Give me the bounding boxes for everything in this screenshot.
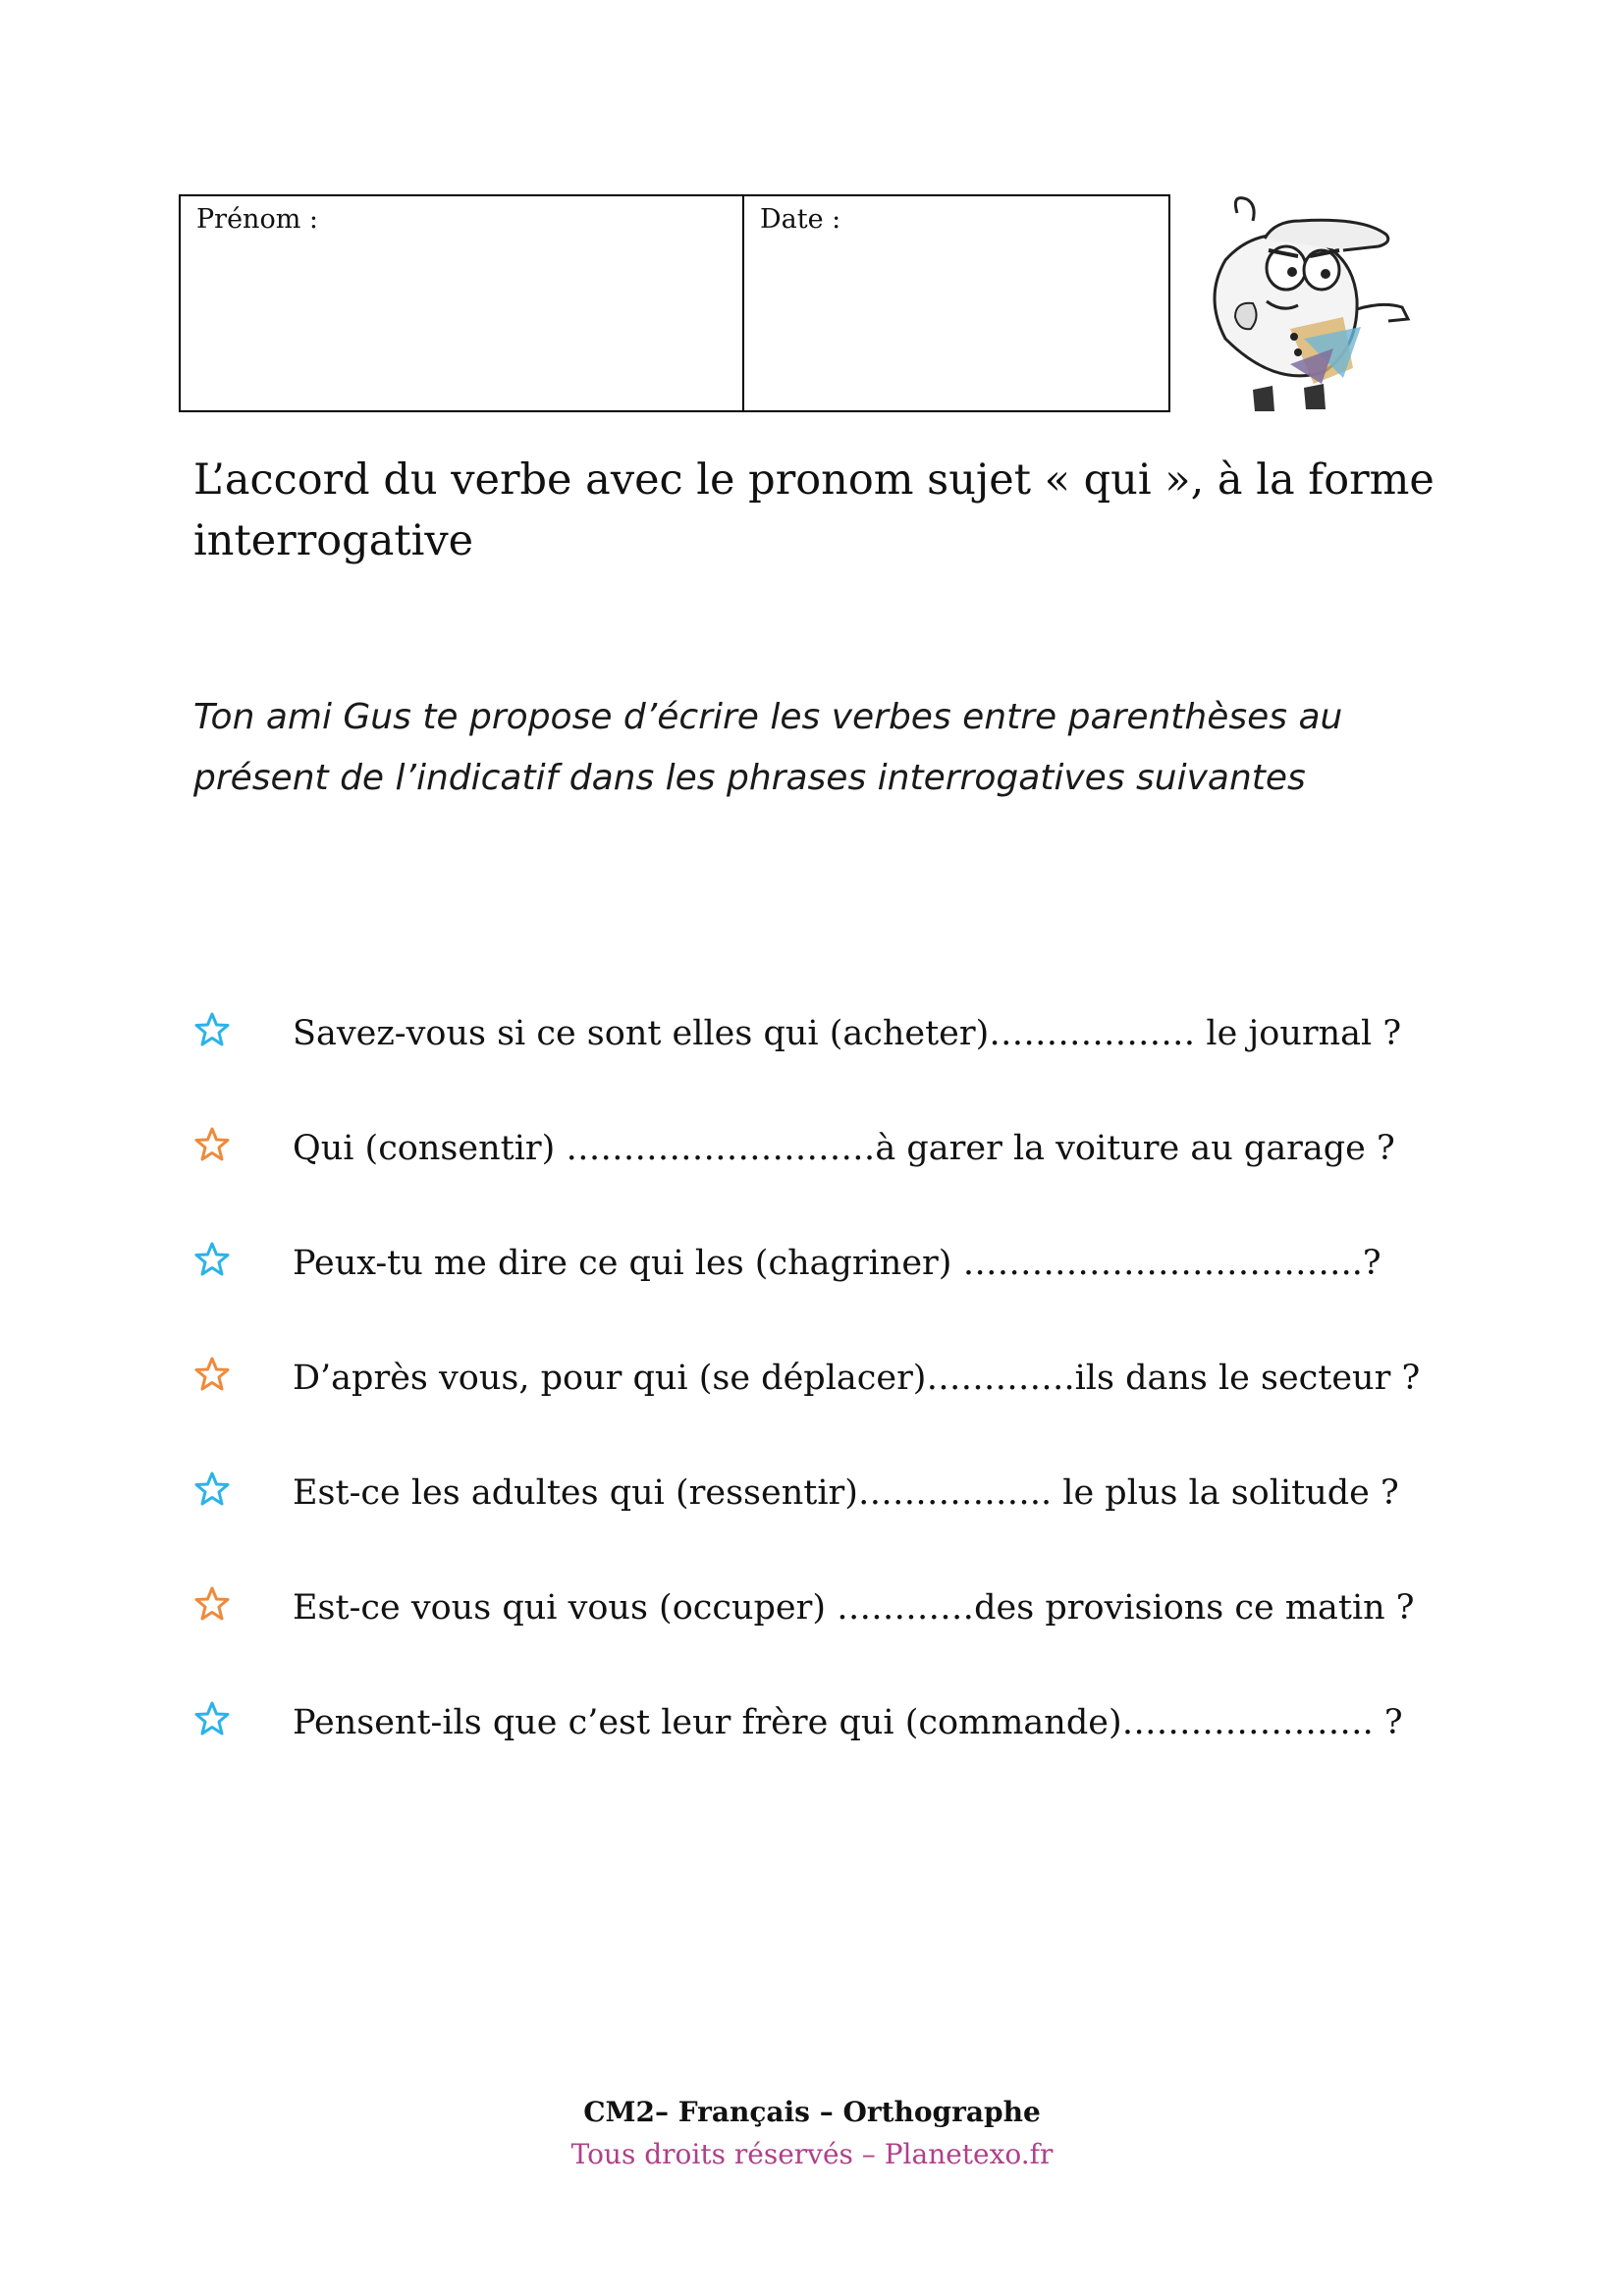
instructions: Ton ami Gus te propose d’écrire les verbes entre parenthèses au présent de l’indicatif dans les phrases interrogatives suivantes	[193, 697, 1343, 798]
exercise-sentence: Est-ce vous qui vous (occuper) …………des provisions ce matin ?	[293, 1588, 1415, 1628]
star-icon	[194, 1471, 230, 1507]
name-date-box	[179, 194, 1170, 412]
exercise-sentence: Qui (consentir) ………………………à garer la voiture au garage ?	[293, 1129, 1395, 1168]
list-item	[191, 1229, 1458, 1344]
list-item	[191, 1344, 1458, 1459]
star-icon	[194, 1701, 230, 1736]
star-icon	[194, 1586, 230, 1622]
date-field[interactable]	[744, 196, 1168, 410]
exercise-list	[191, 999, 1458, 1803]
page-title: L’accord du verbe avec le pronom sujet « qui », à la forme interrogative	[193, 455, 1435, 565]
exercise-sentence: Pensent-ils que c’est leur frère qui (commande)…………………. ?	[293, 1703, 1403, 1742]
footer-subject: CM2– Français – Orthographe	[583, 2096, 1041, 2128]
exercise-sentence: Peux-tu me dire ce qui les (chagriner) ……………………………..?	[293, 1244, 1381, 1283]
exercise-sentence: Est-ce les adultes qui (ressentir)…………….. le plus la solitude ?	[293, 1473, 1399, 1513]
date-label: Date :	[760, 204, 841, 235]
exercise-sentence: D’après vous, pour qui (se déplacer)………….ils dans le secteur ?	[293, 1359, 1421, 1398]
exercise-sentence: Savez-vous si ce sont elles qui (acheter)……………… le journal ?	[293, 1014, 1402, 1053]
list-item	[191, 1459, 1458, 1574]
star-icon	[194, 1242, 230, 1277]
list-item	[191, 1574, 1458, 1688]
footer-copyright: Tous droits réservés – Planetexo.fr	[570, 2138, 1054, 2170]
star-icon	[194, 1357, 230, 1392]
list-item	[191, 999, 1458, 1114]
prenom-label: Prénom :	[196, 204, 318, 235]
list-item	[191, 1114, 1458, 1229]
star-icon	[194, 1127, 230, 1162]
prenom-field[interactable]	[181, 196, 744, 410]
list-item	[191, 1688, 1458, 1803]
mascot-sheep-icon	[1196, 191, 1416, 417]
star-icon	[194, 1012, 230, 1047]
